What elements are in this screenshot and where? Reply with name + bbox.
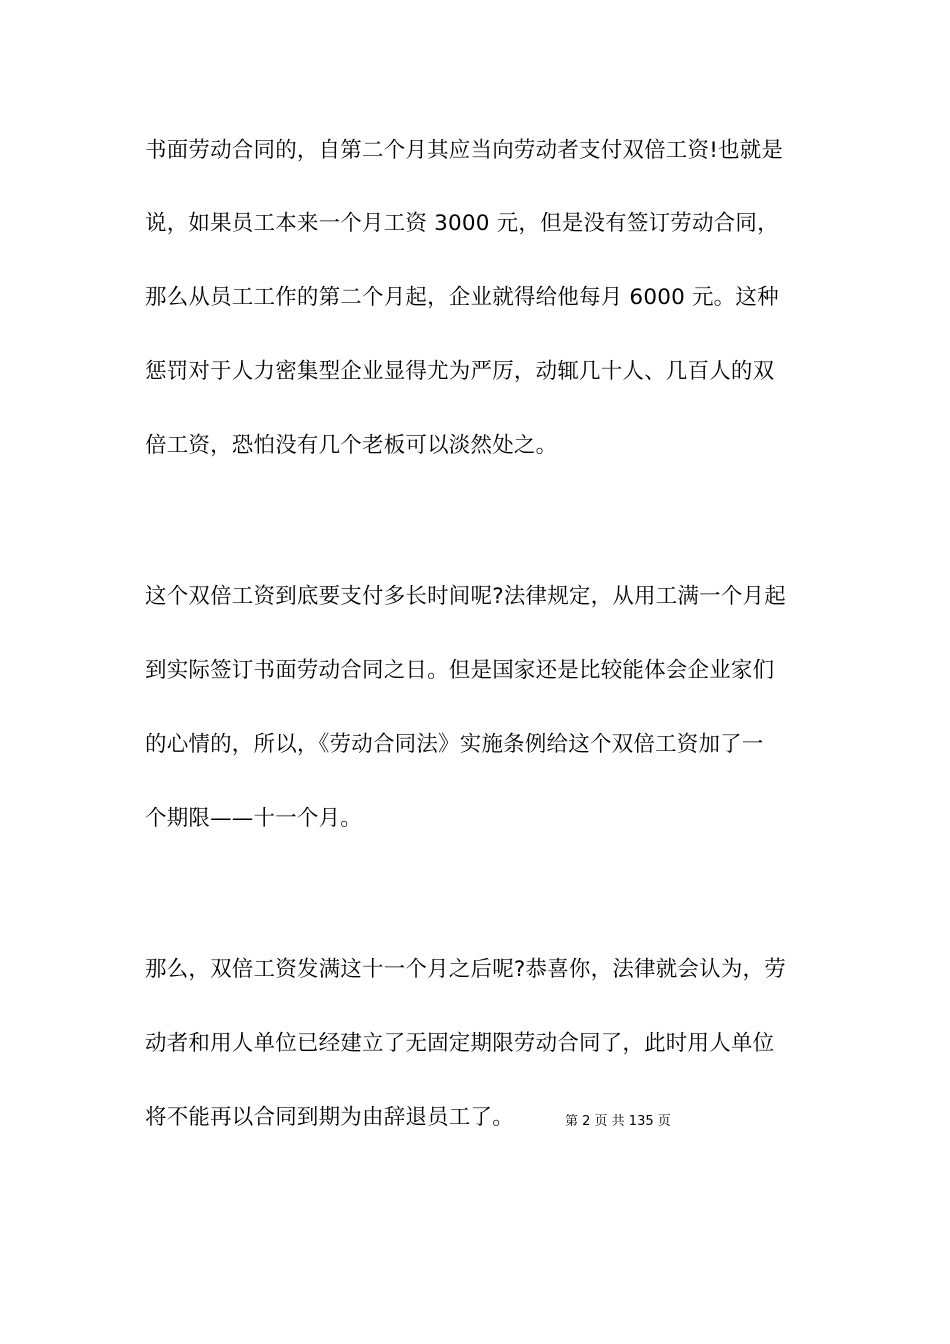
- page-number-footer: 第 2 页 共 135 页: [565, 1114, 671, 1129]
- paragraph-line: 个期限——十一个月。: [145, 806, 363, 831]
- paragraph-line: 那么从员工工作的第二个月起，企业就得给他每月 6000 元。这种: [145, 285, 779, 310]
- paragraph-line: 的心情的，所以，《劳动合同法》实施条例给这个双倍工资加了一: [145, 732, 764, 757]
- paragraph-line: 到实际签订书面劳动合同之日。但是国家还是比较能体会企业家们: [145, 658, 775, 683]
- paragraph-line: 动者和用人单位已经建立了无固定期限劳动合同了，此时用人单位: [145, 1031, 775, 1056]
- paragraph-line: 将不能再以合同到期为由辞退员工了。: [145, 1105, 514, 1130]
- paragraph-line: 说，如果员工本来一个月工资 3000 元，但是没有签订劳动合同，: [145, 211, 779, 236]
- paragraph-line: 倍工资，恐怕没有几个老板可以淡然处之。: [145, 433, 558, 458]
- paragraph-line: 这个双倍工资到底要支付多长时间呢?法律规定，从用工满一个月起: [145, 584, 786, 609]
- paragraph-line: 惩罚对于人力密集型企业显得尤为严厉，动辄几十人、几百人的双: [145, 359, 775, 384]
- paragraph-line: 那么，双倍工资发满这十一个月之后呢?恭喜你，法律就会认为，劳: [145, 957, 786, 982]
- paragraph-line: 书面劳动合同的，自第二个月其应当向劳动者支付双倍工资!也就是: [145, 138, 784, 163]
